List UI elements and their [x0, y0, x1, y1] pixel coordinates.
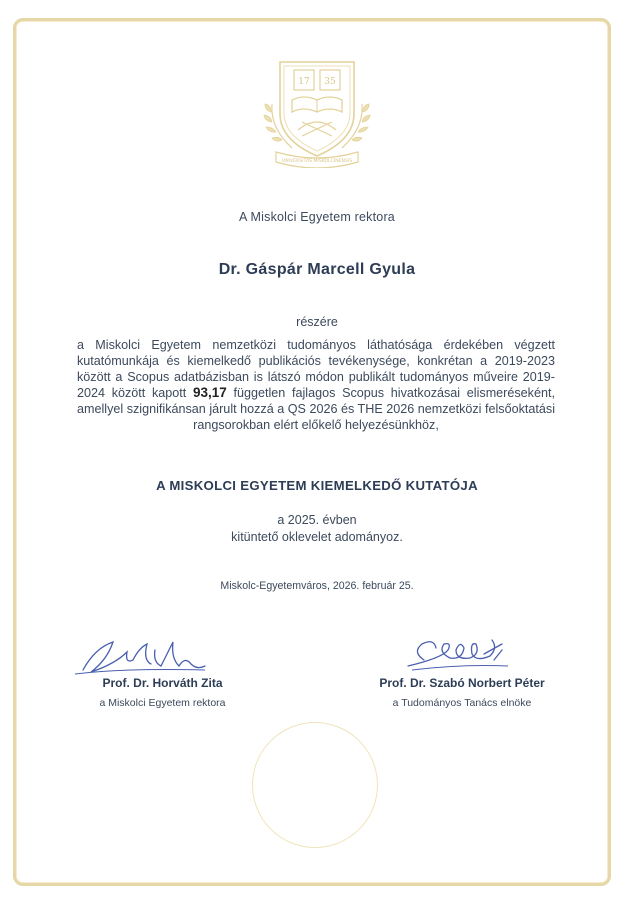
signer-role-rector: a Miskolci Egyetem rektora — [99, 697, 226, 709]
place-and-date: Miskolc-Egyetemváros, 2026. február 25. — [220, 580, 414, 592]
signature-council-chair — [352, 630, 572, 678]
recipient-name: Dr. Gáspár Marcell Gyula — [218, 261, 416, 278]
award-year-line: a 2025. évben — [277, 513, 357, 527]
crest-year-right: 35 — [324, 77, 336, 87]
university-crest — [262, 56, 372, 168]
crest-banner-text: UNIVERSITAS MISKOLCINENSIS — [281, 159, 353, 164]
citation-body — [77, 338, 555, 434]
signature-rector — [55, 630, 270, 678]
signer-role-council-chair: a Tudományos Tanács elnöke — [392, 697, 532, 709]
signer-name-rector: Prof. Dr. Horváth Zita — [102, 676, 223, 690]
citation-highlight-value: 93,17 — [193, 385, 227, 401]
award-title: A MISKOLCI EGYETEM KIEMELKEDŐ KUTATÓJA — [156, 478, 478, 493]
signature-block-rector — [55, 630, 270, 709]
seal-placeholder-ring — [252, 722, 378, 848]
for-label: részére — [296, 315, 338, 329]
citation-part-1: a Miskolci Egyetem nemzetközi tudományos láthatósága érdekében végzett kutatómunkája és kiemelkedő publikációs tevékenysége, konkrétan a 2019-2023 között a Scopus adatbázisban is látszó módon publikált tudományos műveire 2019-2024 között kapott — [77, 338, 555, 401]
rector-title: A Miskolci Egyetem rektora — [239, 210, 395, 224]
signature-block-council-chair — [352, 630, 572, 709]
crest-year-left: 17 — [298, 77, 310, 87]
award-grant-line: kitüntető oklevelet adományoz. — [231, 530, 403, 544]
signer-name-council-chair: Prof. Dr. Szabó Norbert Péter — [379, 676, 545, 690]
citation-part-2: független fajlagos Scopus hivatkozásai elismeréseként, amellyel szignifikánsan járult hozzá a QS 2026 és THE 2026 nemzetközi felsőoktatási rangsorokban elért előkelő helyezésünkhöz, — [77, 386, 555, 432]
